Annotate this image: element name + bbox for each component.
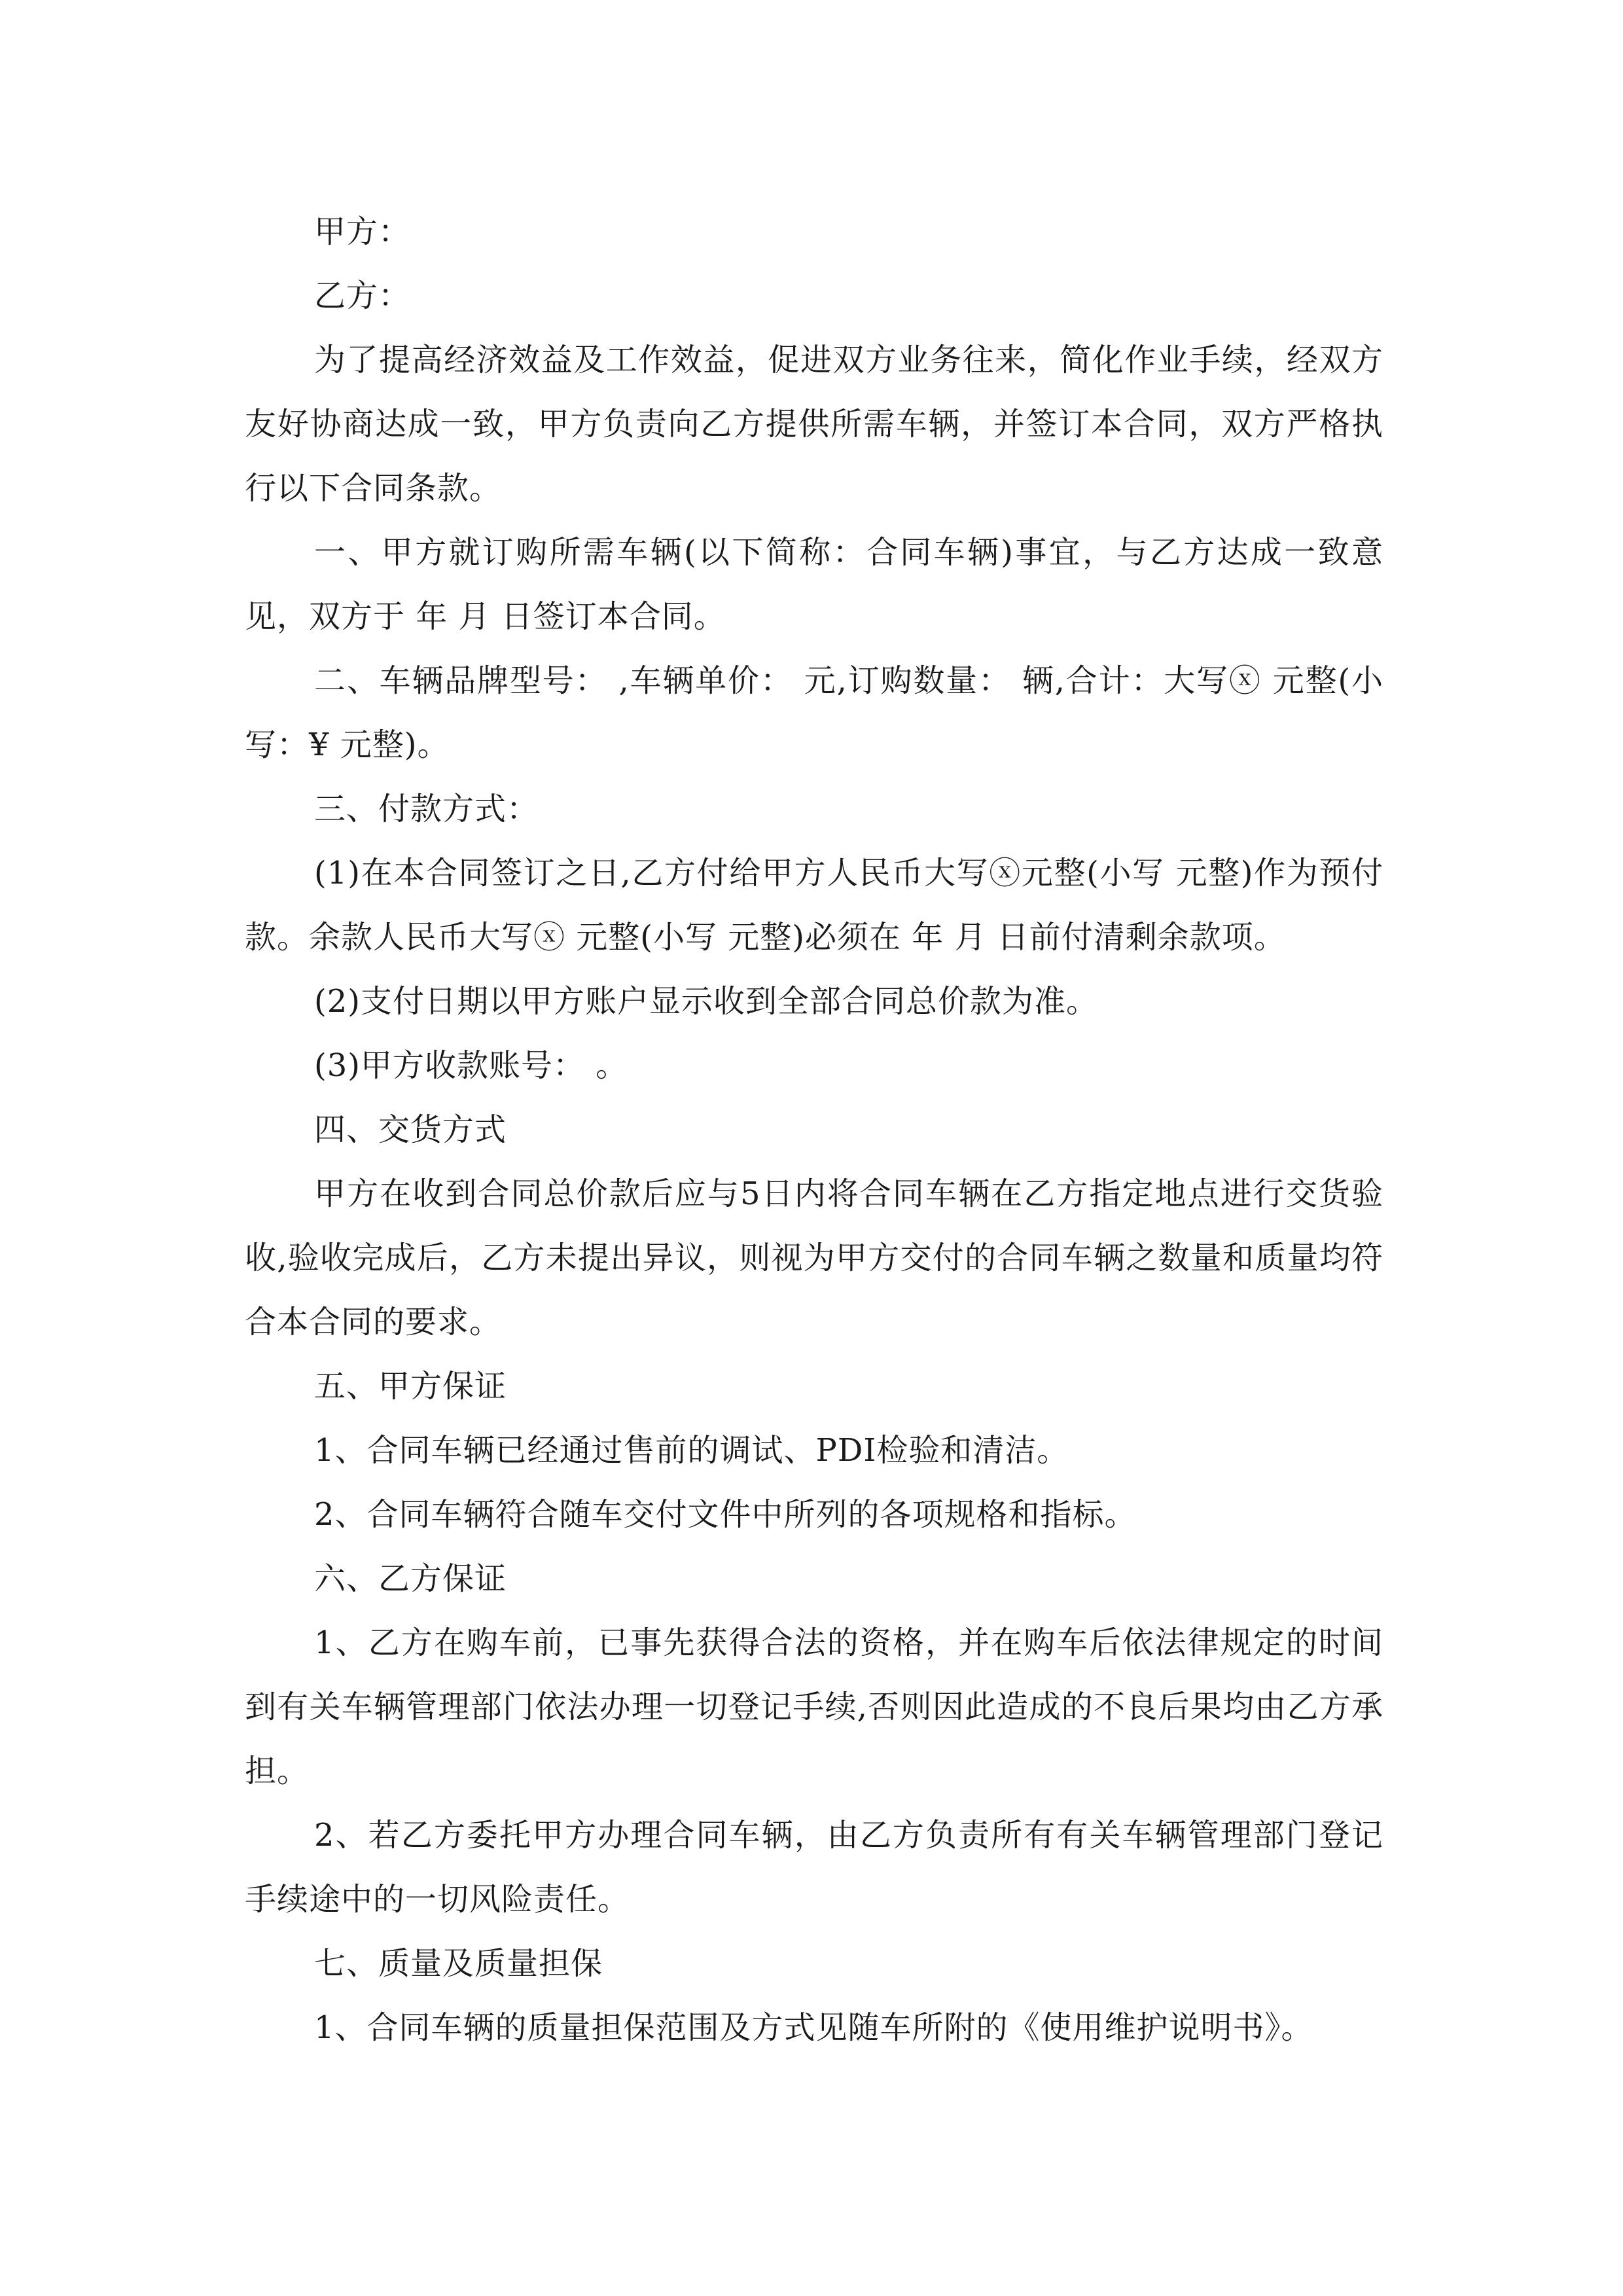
payment-item-1: (1)在本合同签订之日,乙方付给甲方人民币大写ⓧ元整(小写 元整)作为预付款。余款人民币大写ⓧ 元整(小写 元整)必须在 年 月 日前付清剩余款项。: [245, 855, 1383, 956]
payment-item-3: (3)甲方收款账号： 。: [314, 1047, 628, 1084]
clause-7-heading: 七、质量及质量担保: [314, 1945, 603, 1982]
party-a-line: 甲方：: [314, 213, 411, 250]
clause-1-paragraph: 一、甲方就订购所需车辆(以下简称：合同车辆)事宜，与乙方达成一致意见，双方于 年 月 日签订本合同。: [245, 534, 1383, 635]
delivery-paragraph: 甲方在收到合同总价款后应与5日内将合同车辆在乙方指定地点进行交货验收,验收完成后，乙方未提出异议，则视为甲方交付的合同车辆之数量和质量均符合本合同的要求。: [245, 1175, 1383, 1340]
clause-2-paragraph: 二、车辆品牌型号： ,车辆单价： 元,订购数量： 辆,合计：大写ⓧ 元整(小写：¥ 元整)。: [245, 662, 1383, 763]
clause-3-heading: 三、付款方式：: [314, 791, 539, 827]
party-b-guarantee-2: 2、若乙方委托甲方办理合同车辆，由乙方负责所有有关车辆管理部门登记手续途中的一切风险责任。: [245, 1817, 1383, 1918]
quality-item-1: 1、合同车辆的质量担保范围及方式见随车所附的《使用维护说明书》。: [314, 2009, 1313, 2046]
party-a-guarantee-1: 1、合同车辆已经通过售前的调试、PDI检验和清洁。: [314, 1432, 1069, 1469]
contract-body: [245, 200, 1383, 2060]
clause-5-heading: 五、甲方保证: [314, 1368, 507, 1405]
preamble-paragraph: 为了提高经济效益及工作效益，促进双方业务往来，简化作业手续，经双方友好协商达成一致，甲方负责向乙方提供所需车辆，并签订本合同，双方严格执行以下合同条款。: [245, 342, 1383, 507]
payment-item-2: (2)支付日期以甲方账户显示收到全部合同总价款为准。: [314, 983, 1098, 1020]
party-b-line: 乙方：: [314, 278, 411, 314]
clause-4-heading: 四、交货方式: [314, 1111, 507, 1148]
party-b-guarantee-1: 1、乙方在购车前，已事先获得合法的资格，并在购车后依法律规定的时间到有关车辆管理部门依法办理一切登记手续,否则因此造成的不良后果均由乙方承担。: [245, 1624, 1383, 1789]
clause-6-heading: 六、乙方保证: [314, 1560, 507, 1597]
party-a-guarantee-2: 2、合同车辆符合随车交付文件中所列的各项规格和指标。: [314, 1496, 1137, 1533]
